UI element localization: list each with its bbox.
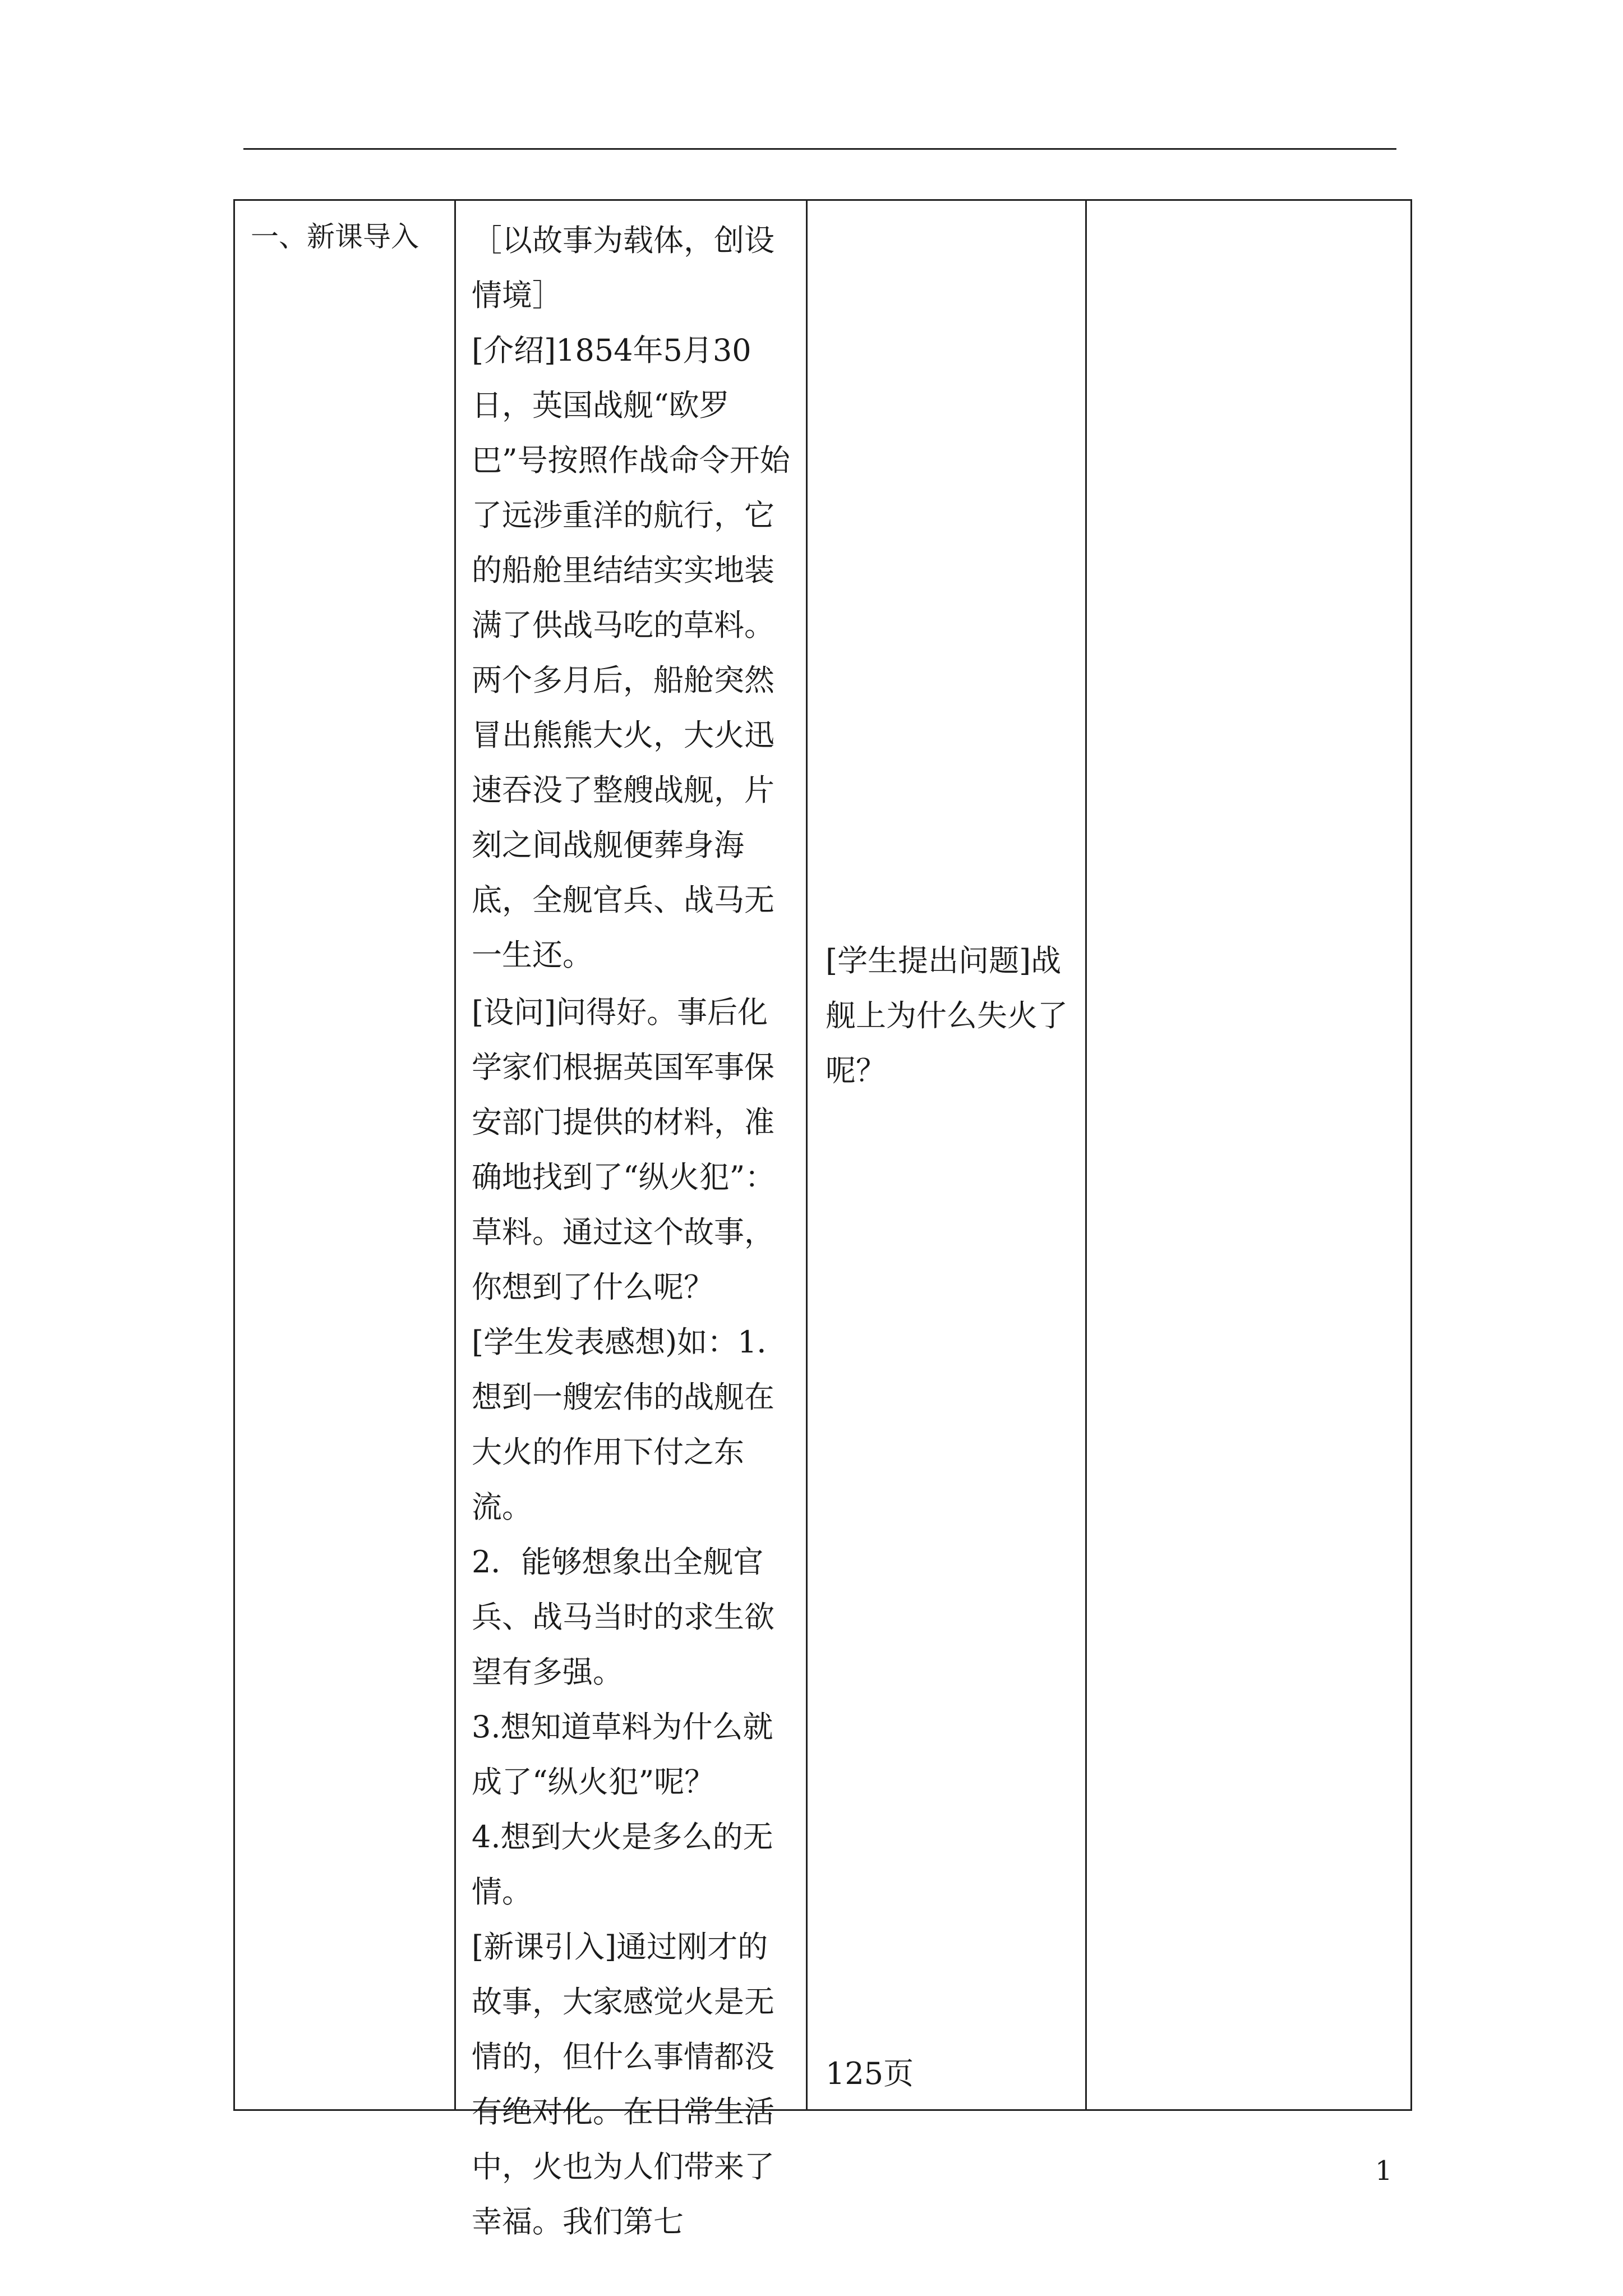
notes-cell: [1087, 201, 1412, 2109]
teacher-story-block: [472, 213, 791, 983]
teacher-activity-cell: [456, 201, 806, 2239]
story-introduction: [介绍]1854年5月30日，英国战舰“欧罗巴”号按照作战命令开始了远涉重洋的航行，它的船舱里结结实实地装满了供战马吃的草料。两个多月后，船舱突然冒出熊熊大火，大火迅速吞没了整艘战舰，片刻之间战舰便葬身海底，全舰官兵、战马无一生还。: [472, 333, 790, 973]
student-reflection-3: 3.想知道草料为什么就成了“纵火犯”呢？: [472, 1709, 773, 1800]
teacher-reflection-block: [472, 985, 791, 2249]
student-reflection-4: 4.想到大火是多么的无情。: [472, 1819, 773, 1910]
header-rule: [243, 148, 1396, 150]
student-activity-cell: [808, 201, 1085, 2109]
page-number: 1: [1375, 2155, 1393, 2187]
student-reflection-1: [学生发表感想)如：1．想到一艘宏伟的战舰在大火的作用下付之东流。: [472, 1324, 787, 1525]
question-prompt: [设问]问得好。事后化学家们根据英国军事保安部门提供的材料，准确地找到了“纵火犯”：草料。通过这个故事，你想到了什么呢？: [472, 995, 776, 1305]
section-cell: [235, 201, 454, 2109]
student-reflection-2: 2．能够想象出全舰官兵、战马当时的求生欲望有多强。: [472, 1544, 774, 1690]
section-title: 一、新课导入: [251, 220, 419, 253]
student-question: [学生提出问题]战舰上为什么失火了呢？: [826, 943, 1068, 1088]
situation-heading: ［以故事为载体，创设情境］: [472, 223, 774, 313]
lesson-plan-table: [233, 199, 1412, 2239]
page-reference: 125页: [826, 2056, 914, 2091]
new-lesson-introduction: [新课引入]通过刚才的故事，大家感觉火是无情的，但什么事情都没有绝对化。在日常生活中，火也为人们带来了幸福。我们第七: [472, 1929, 774, 2239]
